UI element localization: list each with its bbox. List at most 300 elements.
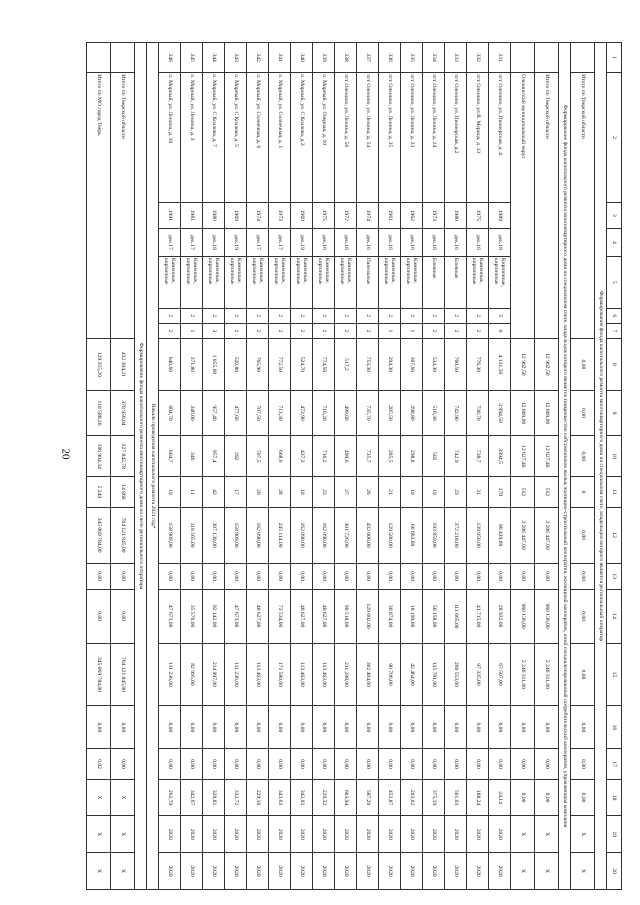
value-cell: 604,7 <box>159 436 181 477</box>
value-cell: 162 090,00 <box>313 507 335 563</box>
value-cell: 668,6 <box>269 436 291 477</box>
entrances-cell: 2 <box>291 323 313 338</box>
total-value: 0,00 <box>571 749 595 779</box>
value-cell: 17 <box>225 477 247 507</box>
table-row <box>379 43 401 890</box>
value-cell: 0,00 <box>225 563 247 589</box>
total-value: 0,00 <box>87 563 111 589</box>
material-cell: Каменные, кирпичные <box>247 256 269 308</box>
address-cell: п. Мирный, ул. С Козлова, д. 5 <box>225 73 247 203</box>
table-cell <box>571 43 595 73</box>
total-value: 129 355,20 <box>87 338 111 390</box>
value-cell: 31 <box>467 477 489 507</box>
value-cell: 587,20 <box>357 779 379 816</box>
total-value: 960 136,00 <box>535 589 559 643</box>
table-row <box>269 43 291 890</box>
year-built-cell: 1980 <box>445 202 467 228</box>
entrances-cell: 2 <box>269 323 291 338</box>
value-cell: 0,00 <box>269 706 291 749</box>
value-cell: 23 <box>445 477 467 507</box>
table-row <box>225 43 247 890</box>
value-cell: 90 706,00 <box>379 643 401 706</box>
value-cell: 21 <box>379 477 401 507</box>
value-cell: 0,00 <box>291 706 313 749</box>
value-cell: 113 463,00 <box>291 643 313 706</box>
row-number: 345 <box>181 43 203 73</box>
value-cell: 226,32 <box>313 779 335 816</box>
total-value: 0,00 <box>511 563 535 589</box>
value-cell: 0,00 <box>335 749 357 779</box>
year-built-cell: 1962 <box>401 202 423 228</box>
total-value: 0,00 <box>511 779 535 816</box>
address-cell: пгт Оленино, ул. Ленина, д. 54 <box>357 73 379 203</box>
value-cell: 262,79 <box>159 779 181 816</box>
address-cell: пгт Оленино, ул. Ленина, д. 56 <box>335 73 357 203</box>
value-cell: 713,30 <box>269 390 291 435</box>
year-built-cell: 1981 <box>181 202 203 228</box>
column-number: 2 <box>607 73 622 203</box>
value-cell: 716,2 <box>313 436 335 477</box>
row-number: 337 <box>357 43 379 73</box>
value-cell: 742,9 <box>445 436 467 477</box>
entrances-cell: 2 <box>313 323 335 338</box>
value-cell: 2020 <box>225 816 247 853</box>
table-row <box>335 43 357 890</box>
value-cell: 372 218,00 <box>445 507 467 563</box>
floors-cell: 2 <box>379 308 401 323</box>
value-cell: 178 <box>489 477 511 507</box>
value-cell: 229,10 <box>247 779 269 816</box>
value-cell: 2020 <box>489 853 511 890</box>
capital-repair-table <box>86 42 622 890</box>
row-number: 343 <box>225 43 247 73</box>
floors-cell: 2 <box>445 308 467 323</box>
value-cell: 2020 <box>357 853 379 890</box>
value-cell: 2020 <box>489 816 511 853</box>
entrances-cell: 2 <box>225 323 247 338</box>
value-cell: 90 518,00 <box>335 589 357 643</box>
value-cell: 0,00 <box>445 563 467 589</box>
date-cell: дек.17 <box>159 228 181 256</box>
total-value: 0,00 <box>571 563 595 589</box>
floors-cell: 2 <box>313 308 335 323</box>
value-cell: 738,7 <box>467 436 489 477</box>
table-row <box>247 43 269 890</box>
material-cell: Каменные, кирпичные <box>291 256 313 308</box>
value-cell: 48 627,00 <box>313 589 335 643</box>
floors-cell: 2 <box>401 308 423 323</box>
column-number: 12 <box>607 507 622 563</box>
value-cell: 48 627,00 <box>291 589 313 643</box>
column-number: 4 <box>607 228 622 256</box>
total-value: 0,00 <box>571 779 595 816</box>
value-cell: 473,90 <box>291 390 313 435</box>
total-value: 14 860 <box>111 477 135 507</box>
value-cell: 0,00 <box>203 749 225 779</box>
total-value: 327 842,78 <box>111 436 135 477</box>
date-cell: дек.16 <box>335 228 357 256</box>
floors-cell: 2 <box>335 308 357 323</box>
material-cell: Каменные, кирпичные <box>269 256 291 308</box>
value-cell: 2020 <box>335 853 357 890</box>
total-value: 0,00 <box>111 563 135 589</box>
value-cell: 0,00 <box>291 563 313 589</box>
material-cell: Блочные <box>423 256 445 308</box>
value-cell: 0,00 <box>401 563 423 589</box>
value-cell: 118 565,00 <box>181 507 203 563</box>
column-number-row <box>607 43 622 890</box>
value-cell: 307 139,00 <box>203 507 225 563</box>
floors-cell: 2 <box>203 308 225 323</box>
address-cell: пгт Оленино, ул. Пионерская, д.2 <box>445 73 467 203</box>
total-label: Оленинский муниципальный округ <box>511 73 535 339</box>
value-cell: 2020 <box>401 816 423 853</box>
table-cell <box>111 43 135 73</box>
column-number: 9 <box>607 390 622 435</box>
value-cell: 2020 <box>291 816 313 853</box>
value-cell: 23 <box>313 477 335 507</box>
value-cell: 0,00 <box>379 706 401 749</box>
material-cell: Каменные, кирпичные <box>467 256 489 308</box>
total-value: 12 627,40 <box>535 436 559 477</box>
total-row <box>511 43 535 890</box>
value-cell: 211 208,00 <box>335 643 357 706</box>
total-value: X <box>111 816 135 853</box>
column-number: 11 <box>607 477 622 507</box>
floors-cell: 2 <box>423 308 445 323</box>
value-cell: 477,60 <box>225 390 247 435</box>
value-cell: 0,00 <box>357 706 379 749</box>
total-value: X <box>87 779 111 816</box>
value-cell: 640,60 <box>159 338 181 390</box>
value-cell: 520,80 <box>225 338 247 390</box>
value-cell: 0,00 <box>489 563 511 589</box>
value-cell: 28 932,00 <box>489 589 511 643</box>
entrances-cell: 1 <box>379 323 401 338</box>
date-cell: дек.17 <box>269 228 291 256</box>
address-cell: п. Мирный, ул. Ленина, д. 3 <box>181 73 203 203</box>
entrances-cell: 2 <box>445 323 467 338</box>
total-value: 0,00 <box>535 779 559 816</box>
value-cell: 2020 <box>291 853 313 890</box>
value-cell: 158 909,00 <box>159 507 181 563</box>
value-cell: 524,70 <box>291 338 313 390</box>
date-cell: дек.16 <box>401 228 423 256</box>
row-number: 340 <box>291 43 313 73</box>
value-cell: 2020 <box>247 816 269 853</box>
year-built-cell: 1991 <box>159 202 181 228</box>
date-cell: дек.18 <box>203 228 225 256</box>
value-cell: 111 236,00 <box>225 643 247 706</box>
row-number: 336 <box>379 43 401 73</box>
value-cell: 432 006,00 <box>357 507 379 563</box>
value-cell: 129 602,00 <box>357 589 379 643</box>
value-cell: 499,60 <box>335 390 357 435</box>
column-number: 15 <box>607 643 622 706</box>
value-cell: 0,00 <box>357 563 379 589</box>
total-value: X <box>571 853 595 890</box>
value-cell: 603,94 <box>335 779 357 816</box>
table-row <box>401 43 423 890</box>
value-cell: 2020 <box>269 816 291 853</box>
value-cell: 774,50 <box>313 338 335 390</box>
value-cell: 2020 <box>181 816 203 853</box>
column-number: 5 <box>607 256 622 308</box>
total-label: Итого по Тверской области <box>571 73 595 339</box>
value-cell: 92 142,00 <box>203 589 225 643</box>
value-cell: 2020 <box>335 816 357 853</box>
value-cell: 67 507,00 <box>489 643 511 706</box>
value-cell: 2020 <box>445 853 467 890</box>
address-cell: пгт Оленино, ул. Пионерская, д. 4 <box>489 73 511 203</box>
total-value: 0,00 <box>111 749 135 779</box>
value-cell: 342,67 <box>181 779 203 816</box>
value-cell: 47 673,00 <box>159 589 181 643</box>
floors-cell: 2 <box>225 308 247 323</box>
value-cell: 735,70 <box>357 390 379 435</box>
total-value: 0,00 <box>87 589 111 643</box>
table-row <box>445 43 467 890</box>
value-cell: 0,00 <box>313 706 335 749</box>
value-cell: 113 463,00 <box>247 643 269 706</box>
material-cell: Каменные, кирпичные <box>401 256 423 308</box>
material-cell: Блочные <box>445 256 467 308</box>
row-number: 341 <box>269 43 291 73</box>
total-value: 764 121 845,00 <box>111 507 135 563</box>
total-value: X <box>571 816 595 853</box>
address-cell: п. Мирный, ул. Ленина, д. 10 <box>159 73 181 203</box>
material-cell: Кирпичные, кирпичные <box>489 256 511 308</box>
value-cell: 957,4 <box>203 436 225 477</box>
value-cell: 301 726,00 <box>335 507 357 563</box>
entrances-cell: 6 <box>489 323 511 338</box>
column-number: 13 <box>607 563 622 589</box>
date-cell: дек.16 <box>379 228 401 256</box>
column-number: 16 <box>607 706 622 749</box>
table-cell <box>535 43 559 73</box>
year-built-cell: 1974 <box>247 202 269 228</box>
value-cell: 2020 <box>423 816 445 853</box>
value-cell: 0,00 <box>181 563 203 589</box>
value-cell: 58 158,00 <box>423 589 445 643</box>
total-value: X <box>535 853 559 890</box>
value-cell: 41 715,00 <box>467 589 489 643</box>
row-number: 346 <box>159 43 181 73</box>
entrances-cell: 2 <box>467 323 489 338</box>
total-value: 0,00 <box>571 507 595 563</box>
value-cell: 502 <box>423 436 445 477</box>
total-value: 12 627,40 <box>511 436 535 477</box>
value-cell: 0,00 <box>313 749 335 779</box>
total-value: 345 069 784,00 <box>87 643 111 706</box>
year-built-cell: 1973 <box>423 202 445 228</box>
value-cell: 0,00 <box>467 749 489 779</box>
value-cell: 0,00 <box>269 563 291 589</box>
value-cell: 2020 <box>423 853 445 890</box>
total-label: Итого по МО город Тверь <box>87 73 111 339</box>
value-cell: 2020 <box>203 816 225 853</box>
address-cell: п. Мирный, ул. С Козлова, д.3 <box>291 73 313 203</box>
material-cell: Каменные, кирпичные <box>225 256 247 308</box>
row-number: 335 <box>401 43 423 73</box>
value-cell: 716,20 <box>313 390 335 435</box>
column-number: 20 <box>607 853 622 890</box>
total-value: 2 246 311,00 <box>511 643 535 706</box>
row-number: 342 <box>247 43 269 73</box>
value-cell: 0,00 <box>379 749 401 779</box>
year-built-cell: 1989 <box>489 202 511 228</box>
value-cell: 0,00 <box>401 749 423 779</box>
value-cell: 42 464,00 <box>401 643 423 706</box>
value-cell: 0,00 <box>159 749 181 779</box>
value-cell: 534,30 <box>423 338 445 390</box>
section-row <box>559 43 571 890</box>
value-cell: 0,00 <box>445 749 467 779</box>
value-cell: 0,00 <box>335 706 357 749</box>
total-value: 0,00 <box>535 749 559 779</box>
address-cell: п. Мирный, ул. С Козлова, д. 7 <box>203 73 225 203</box>
value-cell: 2020 <box>467 853 489 890</box>
section-row <box>147 43 159 890</box>
value-cell: 203,02 <box>401 779 423 816</box>
column-number: 1 <box>607 43 622 73</box>
value-cell: 707,50 <box>247 390 269 435</box>
document-sheet <box>95 42 622 890</box>
column-number: 18 <box>607 779 622 816</box>
value-cell: 97 335,00 <box>467 643 489 706</box>
total-row <box>571 43 595 890</box>
value-cell: 0,00 <box>225 749 247 779</box>
total-value: 0,00 <box>535 563 559 589</box>
entrances-cell: 2 <box>247 323 269 338</box>
row-number: 334 <box>423 43 445 73</box>
value-cell: 2020 <box>225 853 247 890</box>
address-cell: пгт Оленино, ул. Ленина, д. 24 <box>423 73 445 203</box>
floors-cell: 2 <box>159 308 181 323</box>
section-title: Формирование фонда капитального ремонта многоквартирного дома на счете регионального оператора <box>135 43 147 890</box>
value-cell: 285,50 <box>379 390 401 435</box>
year-built-cell: 1972 <box>335 202 357 228</box>
value-cell: 516,30 <box>423 390 445 435</box>
value-cell: 2020 <box>203 853 225 890</box>
value-cell: 0,00 <box>203 563 225 589</box>
section-title: Формирование фонда капитального ремонта многоквартирного дома на специальном счете, владельцем которого является товарищество собственников жилья, жилищно-строительный кооператив, жилищный кооператив, иной специализированный потребительский кооператив, управляющая компания <box>559 43 571 890</box>
value-cell: 2020 <box>379 816 401 853</box>
value-cell: 158 909,00 <box>225 507 247 563</box>
value-cell: 82 995,00 <box>181 643 203 706</box>
row-number: 332 <box>467 43 489 73</box>
total-value: 345 069 784,00 <box>87 507 111 563</box>
value-cell: 96 439,00 <box>489 507 511 563</box>
value-cell: 1 055,00 <box>203 338 225 390</box>
table-row <box>489 43 511 890</box>
total-value: X <box>111 779 135 816</box>
value-cell: 0,00 <box>181 706 203 749</box>
year-built-cell: 1961 <box>379 202 401 228</box>
value-cell: 48 627,00 <box>247 589 269 643</box>
total-value: 12 809,00 <box>535 390 559 435</box>
entrances-cell: 2 <box>159 323 181 338</box>
value-cell: 113 463,00 <box>313 643 335 706</box>
table-row <box>423 43 445 890</box>
value-cell: 26 <box>357 477 379 507</box>
total-value: 512 <box>535 477 559 507</box>
total-label: Итого по Тверской области <box>535 73 559 339</box>
material-cell: Панельные <box>357 256 379 308</box>
value-cell: 453,87 <box>379 779 401 816</box>
floors-cell: 2 <box>291 308 313 323</box>
value-cell: 342,03 <box>291 779 313 816</box>
floors-cell: 2 <box>269 308 291 323</box>
date-cell: дек.16 <box>445 228 467 256</box>
total-value: 0,00 <box>87 706 111 749</box>
material-cell: Каменные, кирпичные <box>203 256 225 308</box>
total-value: 3 206 447,00 <box>511 507 535 563</box>
value-cell: 27 <box>335 477 357 507</box>
column-number: 10 <box>607 436 622 477</box>
value-cell: 3 994,50 <box>489 390 511 435</box>
column-number: 17 <box>607 749 622 779</box>
total-value: 764 121 845,00 <box>111 643 135 706</box>
floors-cell: 2 <box>357 308 379 323</box>
value-cell: 765,90 <box>247 338 269 390</box>
total-value: 0,00 <box>111 706 135 749</box>
value-cell: 19 <box>401 477 423 507</box>
value-cell: 47 673,00 <box>225 589 247 643</box>
date-cell: дек.16 <box>467 228 489 256</box>
table-row <box>159 43 181 890</box>
date-cell: дек.19 <box>291 228 313 256</box>
total-value: 5 249 <box>87 477 111 507</box>
total-value: 3 206 447,00 <box>535 507 559 563</box>
value-cell: 3994,5 <box>489 436 511 477</box>
value-cell: 35 570,00 <box>181 589 203 643</box>
table-cell <box>87 43 111 73</box>
table-row <box>313 43 335 890</box>
value-cell: 139 050,00 <box>467 507 489 563</box>
total-value: 0,00 <box>571 643 595 706</box>
date-cell: дек.16 <box>423 228 445 256</box>
total-row <box>87 43 111 890</box>
value-cell: 753,30 <box>357 338 379 390</box>
value-cell: 0,00 <box>423 706 445 749</box>
section-title: Формирование фонда капитального ремонта многоквартирного дома на специальном счете, владельцем которого является региональный оператор <box>595 43 607 890</box>
value-cell: 0,00 <box>467 563 489 589</box>
entrances-cell: 3 <box>203 323 225 338</box>
value-cell: 19 <box>423 477 445 507</box>
value-cell: 0,00 <box>203 706 225 749</box>
date-cell: дек.19 <box>225 228 247 256</box>
table-cell <box>511 43 535 73</box>
total-label: Итого по Тверской области <box>111 73 135 339</box>
value-cell: 0,00 <box>291 749 313 779</box>
value-cell: 2020 <box>269 853 291 890</box>
value-cell: 307,60 <box>401 338 423 390</box>
value-cell: 707,5 <box>247 436 269 477</box>
value-cell: 188,24 <box>467 779 489 816</box>
column-number: 6 <box>607 308 622 323</box>
total-value: 512 <box>511 477 535 507</box>
value-cell: 0,00 <box>269 749 291 779</box>
value-cell: 0,00 <box>357 749 379 779</box>
date-cell: дек.17 <box>181 228 203 256</box>
material-cell: Каменные, кирпичные <box>159 256 181 308</box>
value-cell: 776,30 <box>467 338 489 390</box>
value-cell: 0,00 <box>181 749 203 779</box>
year-built-cell: 1969 <box>291 202 313 228</box>
floors-cell: 5 <box>489 308 511 323</box>
year-built-cell: 1974 <box>357 202 379 228</box>
